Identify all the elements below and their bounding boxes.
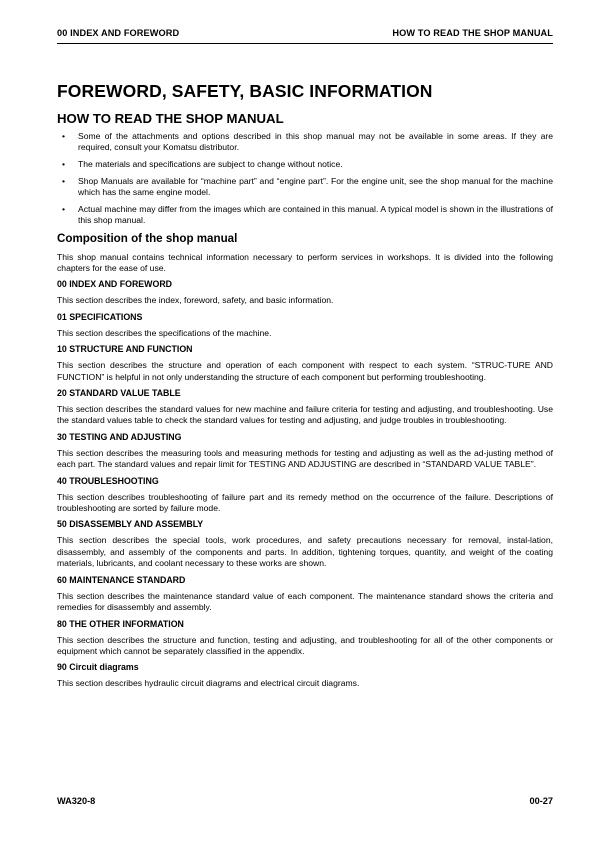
chapter-heading: 10 STRUCTURE AND FUNCTION xyxy=(57,344,193,355)
header-divider xyxy=(57,43,553,44)
chapter-heading: 80 THE OTHER INFORMATION xyxy=(57,618,184,629)
chapter-description: This section describes the special tools, work procedures, and safety precautions necessary for removal, instal-lation, disassembly, and assembly of the components and parts. In addition, tightening torques, quantity, and weight of the coating materials, lubricants, and coolant necessary to these works are shown. xyxy=(57,535,553,569)
footer-page-number: 00-27 xyxy=(529,796,553,806)
page-content xyxy=(57,80,553,695)
chapter-description: This section describes hydraulic circuit diagrams and electrical circuit diagrams. xyxy=(57,678,360,689)
chapter-description: This section describes the standard values for new machine and failure criteria for testing and adjusting, and troubleshooting. Use the standard values table to check the standard values for testing and adjusting, and judge troubles in troubleshooting. xyxy=(57,404,553,426)
notice-item: • Shop Manuals are available for “machine part” and “engine part”. For the engine unit, see the shop manual for the machine which has the same engine model. xyxy=(57,176,553,199)
chapter-description: This section describes the maintenance standard value of each component. The maintenance standard shows the criteria and remedies for disassembly and assembly. xyxy=(57,590,553,613)
chapter-description: This section describes the structure and function, testing and adjusting, and troubleshooting for all of the other components or equipment which cannot be separately classified in the appendix. xyxy=(57,634,553,656)
chapter-heading: 90 Circuit diagrams xyxy=(57,662,139,673)
page-title: FOREWORD, SAFETY, BASIC INFORMATION xyxy=(57,81,433,101)
page-header xyxy=(57,28,553,42)
header-section: HOW TO READ THE SHOP MANUAL xyxy=(392,28,553,38)
chapter-heading: 01 SPECIFICATIONS xyxy=(57,311,143,322)
chapter-heading: 40 TROUBLESHOOTING xyxy=(57,475,159,486)
chapter-heading: 20 STANDARD VALUE TABLE xyxy=(57,388,181,399)
chapter-description: This section describes troubleshooting of failure part and its remedy method on the occurrence of the failure. Descriptions of troubleshooting are sorted by failure mode. xyxy=(57,491,553,514)
footer-model: WA320-8 xyxy=(57,796,96,806)
composition-title: Composition of the shop manual xyxy=(57,231,238,245)
chapter-heading: 60 MAINTENANCE STANDARD xyxy=(57,574,186,585)
composition-intro: This shop manual contains technical information necessary to perform services in workshops. It is divided into the following chapters for the ease of use. xyxy=(57,251,553,273)
chapter-heading: 30 TESTING AND ADJUSTING xyxy=(57,431,182,442)
chapter-description: This section describes the structure and operation of each component with respect to each system. “STRUC-TURE AND FUNCTION” is helpful in not only understanding the structure of each component but performing troubleshooting. xyxy=(57,360,553,382)
notice-item: • The materials and specifications are subject to change without notice. xyxy=(57,159,553,170)
chapter-heading: 50 DISASSEMBLY AND ASSEMBLY xyxy=(57,519,204,530)
header-chapter: 00 INDEX AND FOREWORD xyxy=(57,28,180,38)
chapter-list xyxy=(57,279,553,689)
chapter-description: This section describes the index, foreword, safety, and basic information. xyxy=(57,295,334,306)
notice-item: • Some of the attachments and options described in this shop manual may not be available in some areas. If they are required, consult your Komatsu distributor. xyxy=(57,131,553,154)
notice-list xyxy=(57,131,553,226)
chapter-description: This section describes the specifications of the machine. xyxy=(57,327,272,338)
notice-item: • Actual machine may differ from the images which are contained in this manual. A typical model is shown in the illustrations of this shop manual. xyxy=(57,204,553,227)
section-title: HOW TO READ THE SHOP MANUAL xyxy=(57,111,284,126)
chapter-heading: 00 INDEX AND FOREWORD xyxy=(57,279,173,290)
chapter-description: This section describes the measuring tools and measuring methods for testing and adjusting as well as the ad-justing method of each part. The standard values and repair limit for TESTING AND ADJUSTING are described in “STANDARD VALUE TABLE”. xyxy=(57,447,553,470)
page-footer xyxy=(57,796,553,806)
